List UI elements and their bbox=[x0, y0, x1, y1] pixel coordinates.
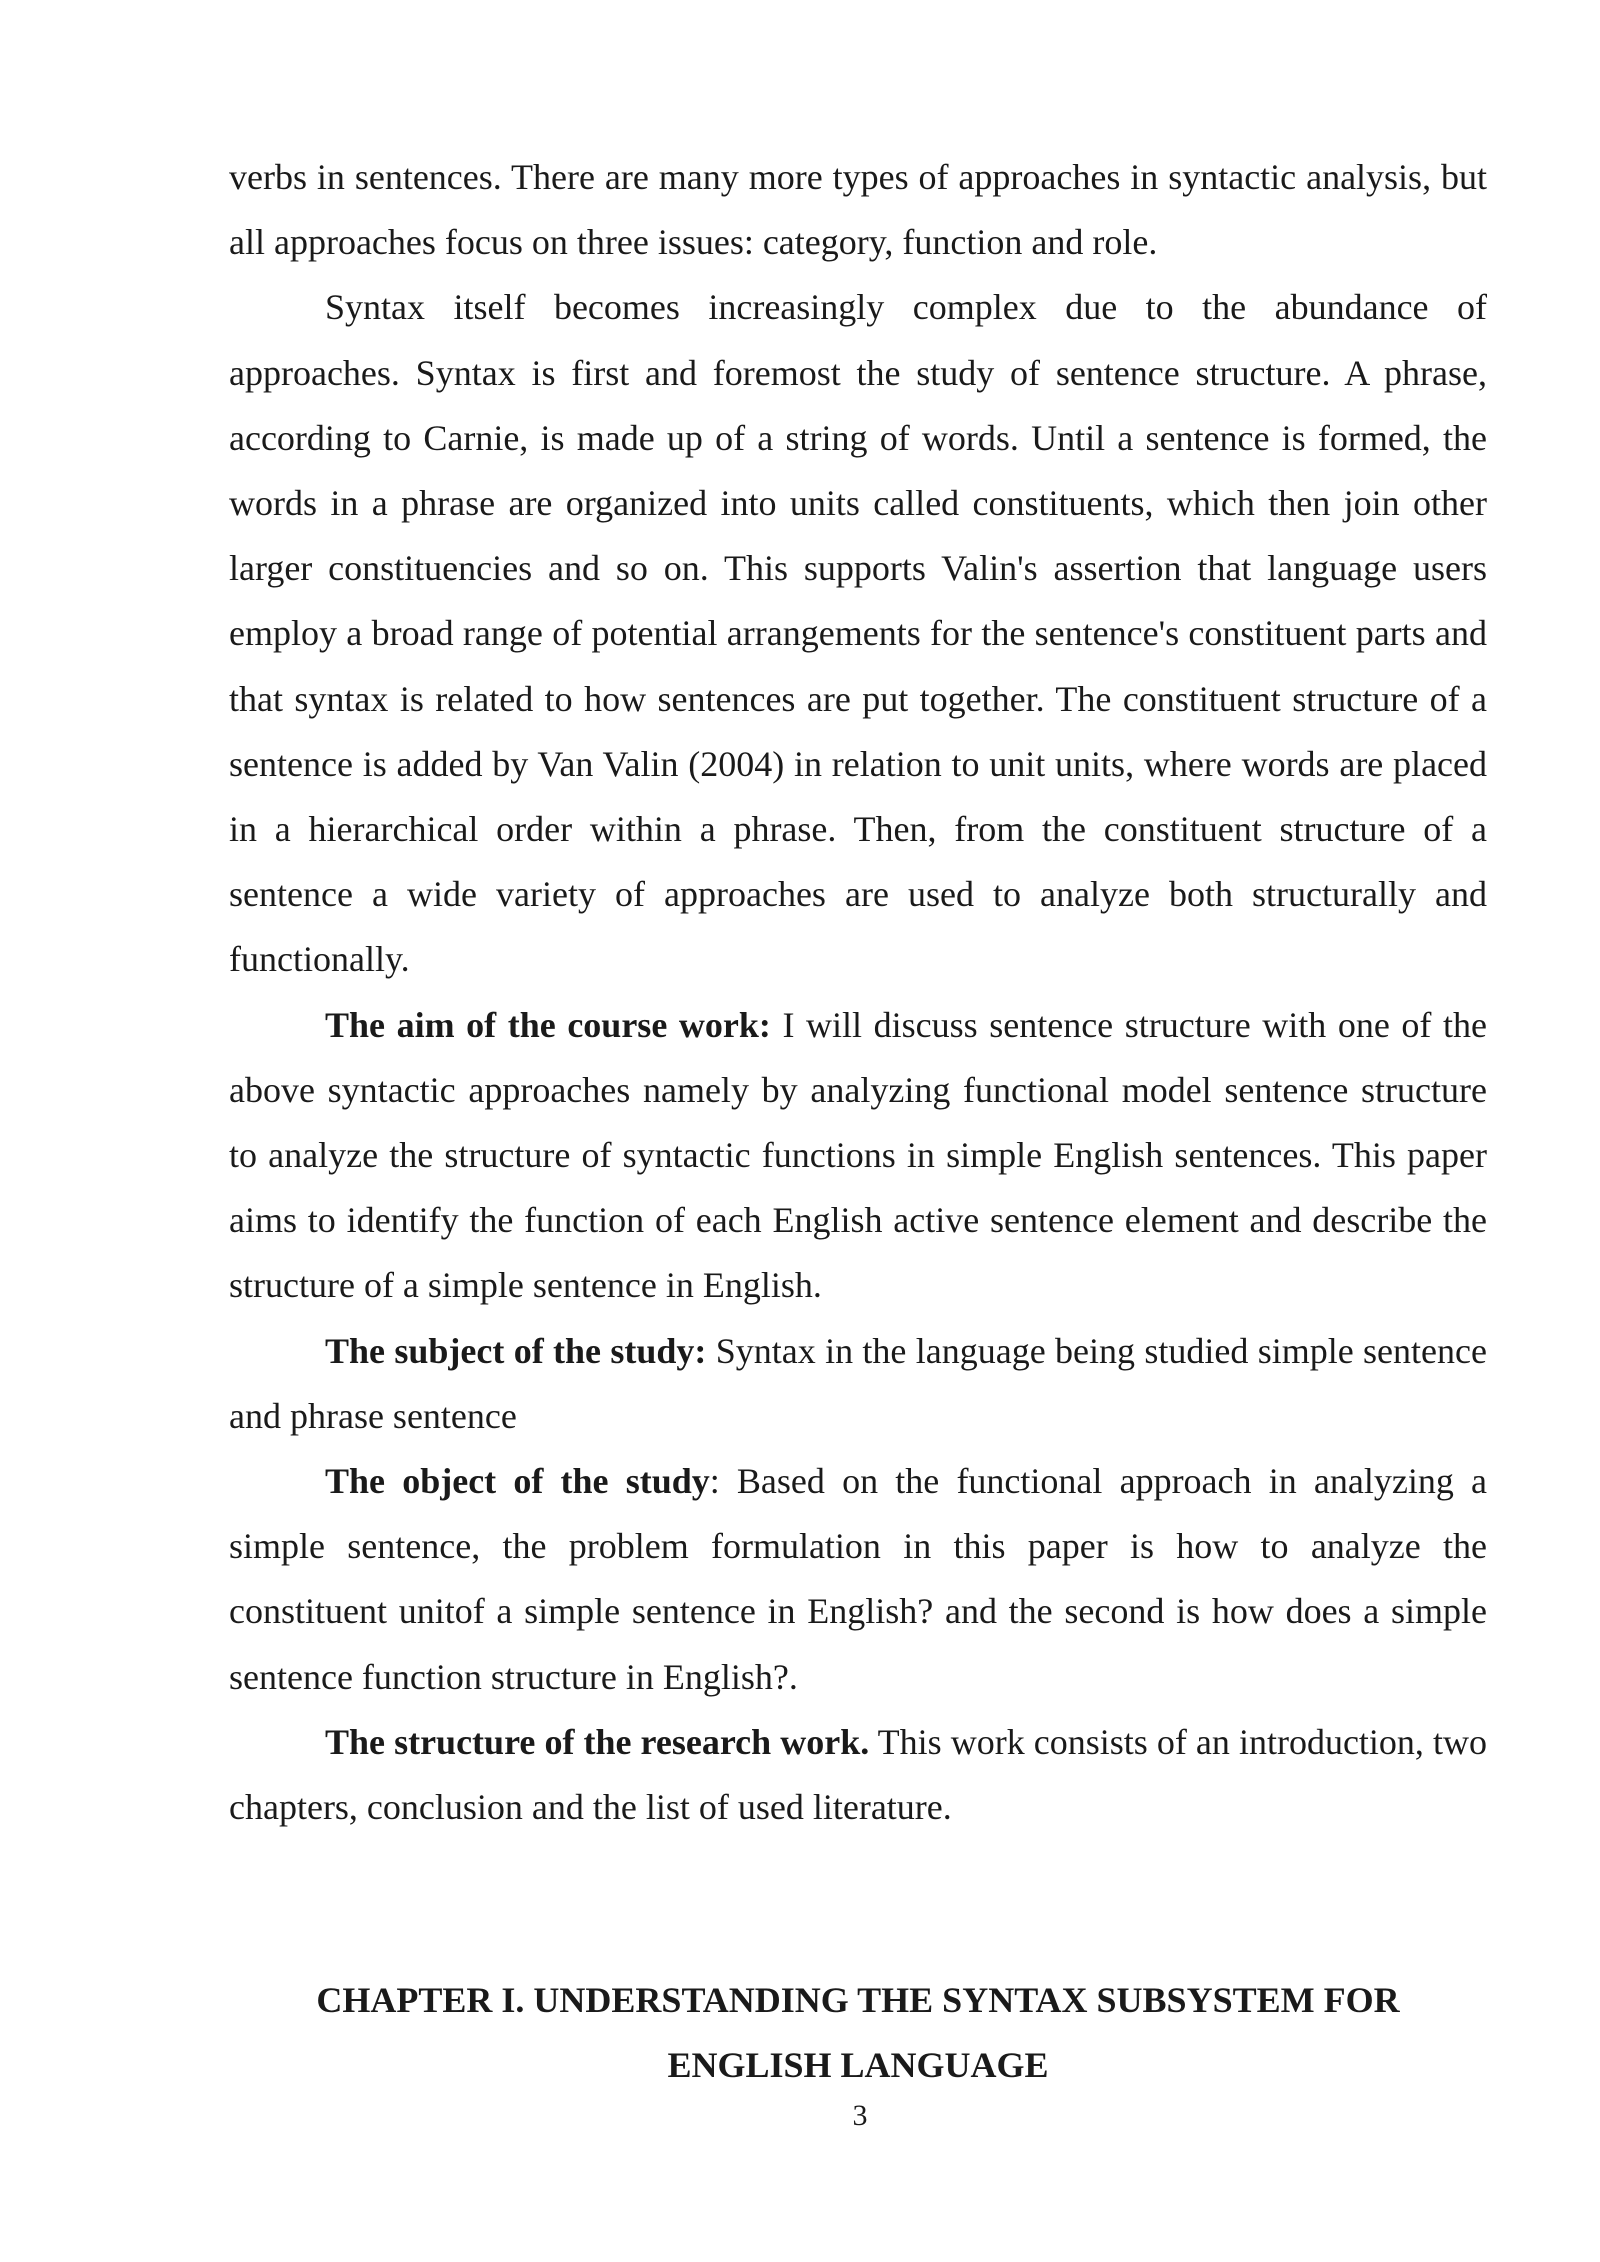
page-number: 3 bbox=[852, 2099, 868, 2132]
paragraph-syntax: Syntax itself becomes increasingly complex due to the abundance of approaches. Syntax is first and foremost the study of sentence structure. A phrase, according to Carnie, is made up of a string of words. Until a sentence is formed, the words in a phrase are organized into units called constituents, which then join other larger constituencies and so on. This supports Valin's assertion that language users employ a broad range of potential arrangements for the sentence's constituent parts and that syntax is related to how sentences are put together. The constituent structure of a sentence is added by Van Valin (2004) in relation to unit units, where words are placed in a hierarchical order within a phrase. Then, from the constituent structure of a sentence a wide variety of approaches are used to analyze both structurally and functionally. bbox=[229, 287, 1487, 980]
object-label: The object of the study bbox=[325, 1461, 710, 1502]
chapter-heading-line-1: CHAPTER I. UNDERSTANDING THE SYNTAX SUBSYSTEM FOR bbox=[316, 1980, 1400, 2020]
subject-label: The subject of the study: bbox=[325, 1330, 707, 1371]
paragraph-object bbox=[229, 1449, 1487, 1710]
paragraph-aim bbox=[229, 993, 1487, 1319]
aim-text: I will discuss sentence structure with one of the above syntactic approaches namely by analyzing functional model sentence structure to analyze the structure of syntactic functions in simple English sentences. This paper aims to identify the function of each English active sentence element and describe the structure of a simple sentence in English. bbox=[229, 1004, 1487, 1306]
aim-label: The aim of the course work: bbox=[325, 1004, 771, 1045]
object-text: : Based on the functional approach in analyzing a simple sentence, the problem formulation in this paper is how to analyze the constituent unitof a simple sentence in English? and the second is how does a simple sentence function structure in English?. bbox=[229, 1461, 1487, 1697]
paragraph-approaches: verbs in sentences. There are many more types of approaches in syntactic analysis, but all approaches focus on three issues: category, function and role. bbox=[229, 157, 1487, 263]
structure-label: The structure of the research work. bbox=[325, 1721, 870, 1762]
document-body bbox=[229, 145, 1487, 1840]
subject-text: Syntax in the language being studied simple sentence and phrase sentence bbox=[229, 1330, 1487, 1436]
paragraph-structure bbox=[229, 1710, 1487, 1840]
structure-text: This work consists of an introduction, two chapters, conclusion and the list of used literature. bbox=[229, 1721, 1487, 1828]
paragraph-subject bbox=[229, 1319, 1487, 1449]
chapter-heading-line-2: ENGLISH LANGUAGE bbox=[667, 2045, 1049, 2085]
chapter-heading bbox=[229, 1968, 1487, 2098]
